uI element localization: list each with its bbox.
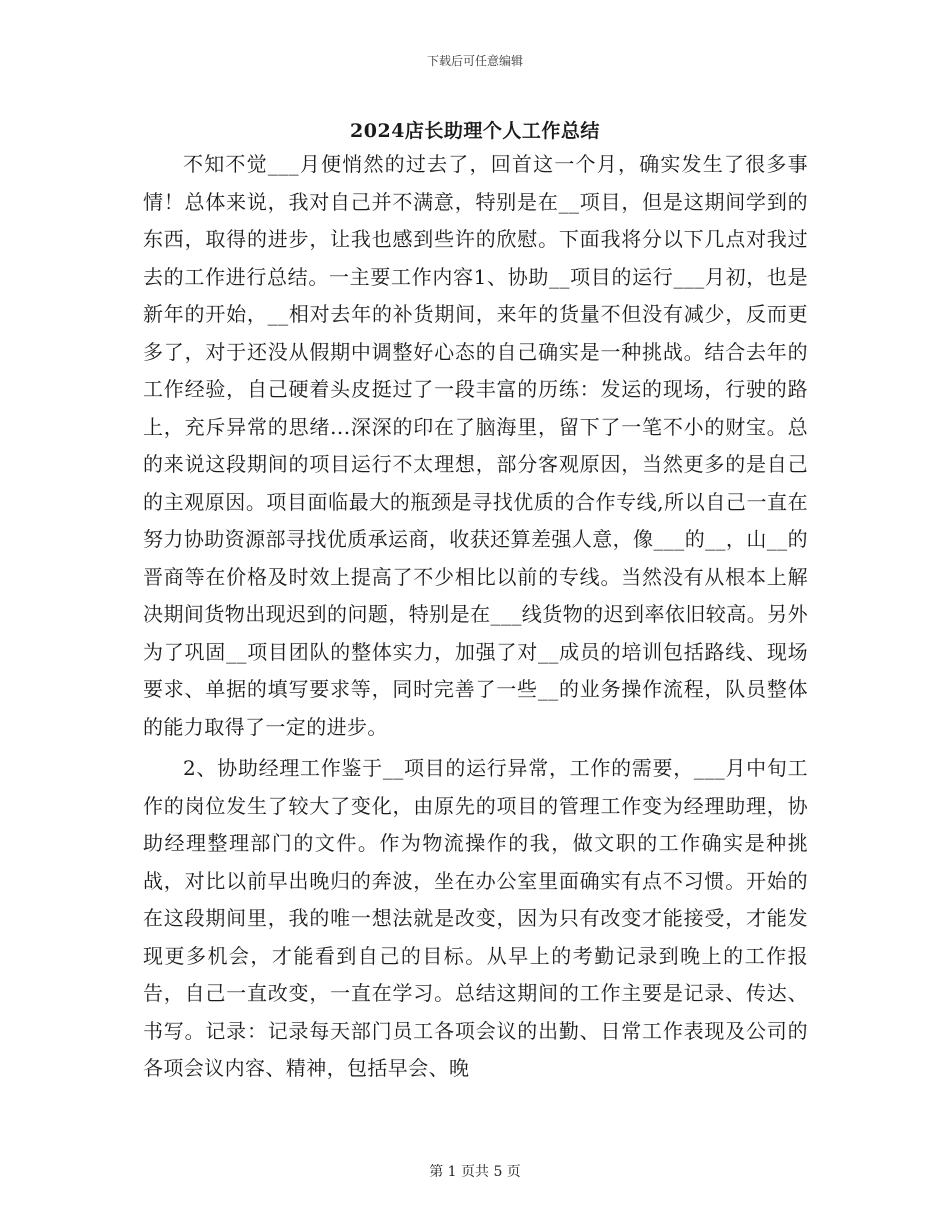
- paragraph-2: 2、协助经理工作鉴于__项目的运行异常，工作的需要，___月中旬工作的岗位发生了较大了变化，由原先的项目的管理工作变为经理助理，协助经理整理部门的文件。作为物流操作的我，做文职的工作确实是种挑战，对比以前早出晚归的奔波，坐在办公室里面确实有点不习惯。开始的在这段期间里，我的唯一想法就是改变，因为只有改变才能接受，才能发现更多机会，才能看到自己的目标。从早上的考勤记录到晚上的工作报告，自己一直改变，一直在学习。总结这期间的工作主要是记录、传达、书写。记录：记录每天部门员工各项会议的出勤、日常工作表现及公司的各项会议内容、精神，包括早会、晚: [143, 756, 808, 1080]
- page-header-note: 下载后可任意编辑: [426, 54, 523, 68]
- page-number: 第 1 页共 5 页: [429, 1164, 521, 1180]
- document-body: [143, 146, 808, 1088]
- document-title: 2024店长助理个人工作总结: [350, 120, 600, 142]
- paragraph-1: 不知不觉___月便悄然的过去了，回首这一个月，确实发生了很多事情！总体来说，我对自己并不满意，特别是在__项目，但是这期间学到的东西，取得的进步，让我也感到些许的欣慰。下面我将分以下几点对我过去的工作进行总结。一主要工作内容1、协助__项目的运行___月初，也是新年的开始，__相对去年的补货期间，来年的货量不但没有减少，反而更多了，对于还没从假期中调整好心态的自己确实是一种挑战。结合去年的工作经验，自己硬着头皮挺过了一段丰富的历练：发运的现场，行驶的路上，充斥异常的思绪...深深的印在了脑海里，留下了一笔不小的财宝。总的来说这段期间的项目运行不太理想，部分客观原因，当然更多的是自己的主观原因。项目面临最大的瓶颈是寻找优质的合作专线,所以自己一直在努力协助资源部寻找优质承运商，收获还算差强人意，像___的__，山__的晋商等在价格及时效上提高了不少相比以前的专线。当然没有从根本上解决期间货物出现迟到的问题，特别是在___线货物的迟到率依旧较高。另外为了巩固__项目团队的整体实力，加强了对__成员的培训包括路线、现场要求、单据的填写要求等，同时完善了一些__的业务操作流程，队员整体的能力取得了一定的进步。: [143, 152, 808, 739]
